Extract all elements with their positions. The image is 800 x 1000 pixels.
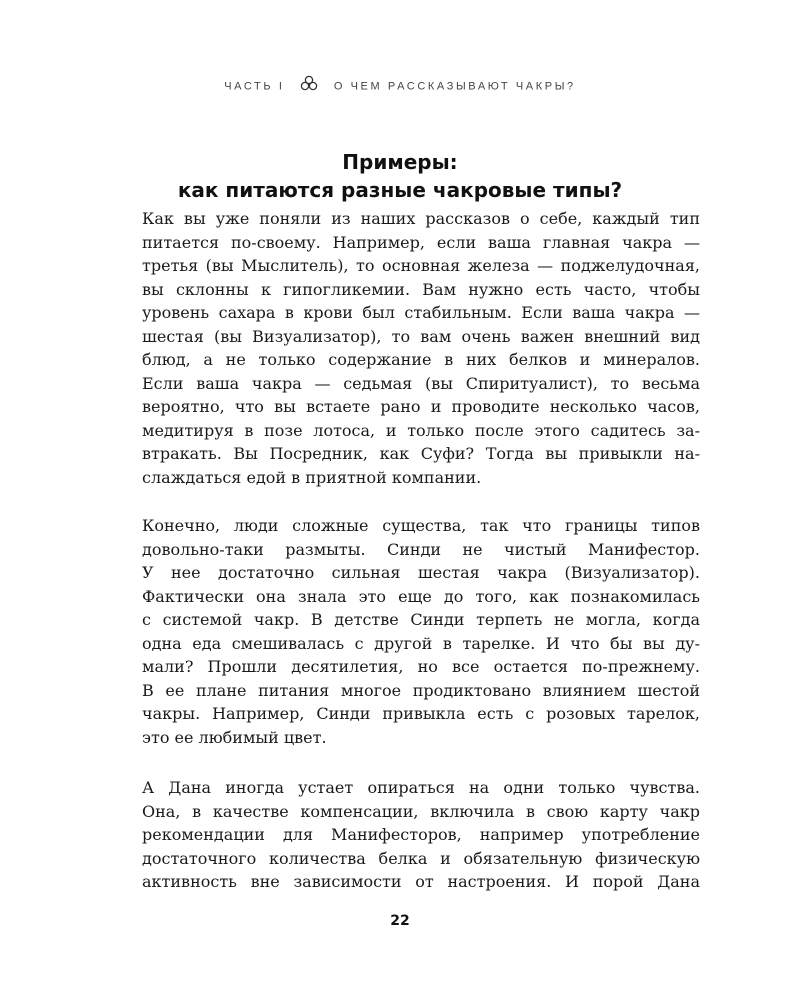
section-heading-line-2: как питаются разные чакровые типы? (177, 178, 623, 202)
running-head (0, 79, 800, 94)
section-heading (100, 148, 700, 204)
text-line: шестая (вы Визуализатор), то вам очень важен внешний вид (142, 326, 700, 346)
text-line: третья (вы Мыслитель), то основная железа — поджелудочная, (142, 256, 700, 275)
page-number: 22 (390, 913, 410, 929)
text-line: уровень сахара в крови был стабильным. Если ваша чакра — (142, 303, 700, 322)
text-line: У нее достаточно сильная шестая чакра (Визуализатор). (142, 563, 700, 582)
paragraph-3 (142, 776, 700, 894)
text-line: втракать. Вы Посредник, как Суфи? Тогда вы привыкли на- (142, 444, 700, 463)
text-line: Конечно, люди сложные существа, так что границы типов (142, 516, 700, 535)
text-line: вы склонны к гипогликемии. Вам нужно есть часто, чтобы (142, 279, 700, 299)
text-line: активность вне зависимости от настроения. И порой Дана (142, 872, 700, 891)
text-line: достаточного количества белка и обязательную физическую (142, 848, 700, 868)
text-line: Как вы уже поняли из наших рассказов о себе, каждый тип (142, 209, 700, 228)
paragraph-1 (142, 207, 700, 489)
text-line: блюд, а не только содержание в них белков и минералов. (142, 350, 700, 369)
text-line: одна еда смешивалась с другой в тарелке. И что бы вы ду- (142, 633, 700, 653)
text-line: чакры. Например, Синди привыкла есть с розовых тарелок, (142, 704, 700, 723)
running-head-chapter: О ЧЕМ РАССКАЗЫВАЮТ ЧАКРЫ? (333, 80, 576, 93)
text-line: с системой чакр. В детстве Синди терпеть не могла, когда (142, 610, 700, 629)
text-line: Фактически она знала это еще до того, как познакомилась (142, 586, 700, 606)
text-line: это ее любимый цвет. (142, 727, 327, 747)
text-line: вероятно, что вы встаете рано и проводите несколько часов, (142, 397, 700, 416)
text-line: Она, в качестве компенсации, включила в свою карту чакр (142, 801, 700, 821)
text-line: В ее плане питания многое продиктовано влиянием шестой (142, 680, 700, 700)
text-line: мали? Прошли десятилетия, но все остается по-прежнему. (142, 657, 700, 676)
text-line: медитируя в позе лотоса, и только после этого садитесь за- (142, 420, 700, 440)
text-line: Если ваша чакра — седьмая (вы Спиритуалист), то весьма (142, 373, 700, 393)
running-head-part: ЧАСТЬ I (224, 80, 285, 93)
text-line: питается по-своему. Например, если ваша главная чакра — (142, 232, 700, 252)
text-line: довольно-таки размыты. Синди не чистый Манифестор. (142, 539, 700, 559)
text-line: слаждаться едой в приятной компании. (142, 467, 482, 487)
paragraph-2 (142, 514, 700, 749)
text-line: рекомендации для Манифесторов, например употребление (142, 825, 700, 844)
section-heading-line-1: Примеры: (342, 150, 458, 174)
text-line: А Дана иногда устает опираться на одни только чувства. (142, 778, 700, 797)
triple-circle-ornament-icon (300, 75, 318, 94)
